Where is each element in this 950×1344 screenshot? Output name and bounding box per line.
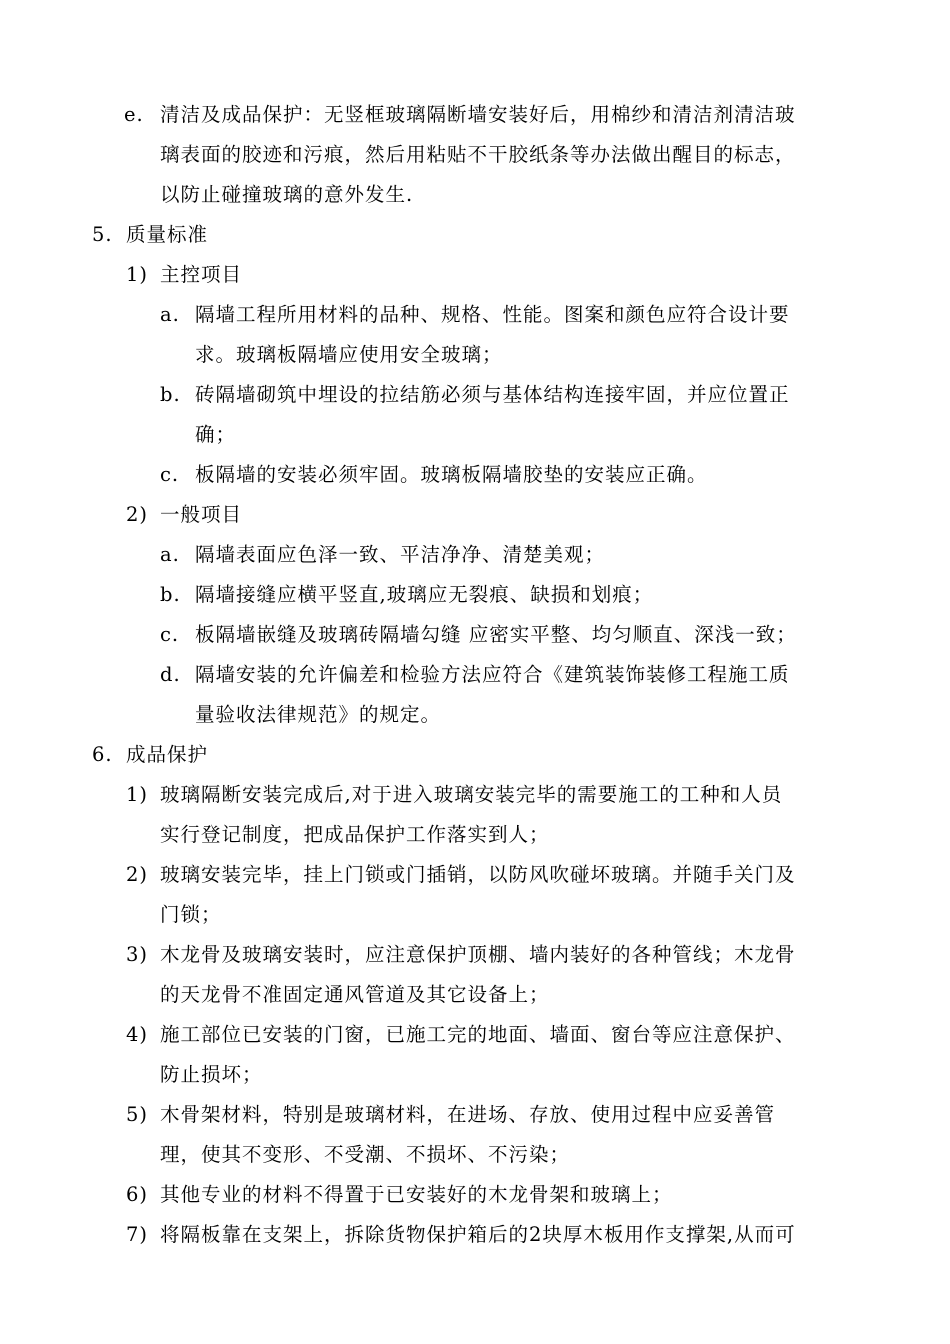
item-5-2-d-text-1: 隔墙安装的允许偏差和检验方法应符合《建筑装饰装修工程施工质	[195, 663, 790, 686]
subsection-5-2-title: 一般项目	[160, 503, 243, 526]
item-5-2-b-line-1	[160, 583, 653, 607]
subsection-5-1-heading	[126, 263, 242, 287]
item-6-6-text-1: 其他专业的材料不得置于已安装好的木龙骨架和玻璃上；	[160, 1183, 673, 1206]
subsection-5-1-title: 主控项目	[160, 263, 243, 286]
item-6-3-marker: 3)	[126, 943, 149, 966]
item-6-3-text-1: 木龙骨及玻璃安装时，应注意保护顶棚、墙内装好的各种管线；木龙骨	[160, 943, 796, 966]
item-6-6-marker: 6)	[126, 1183, 149, 1206]
item-6-2-text-1: 玻璃安装完毕，挂上门锁或门插销，以防风吹碰坏玻璃。并随手关门及	[160, 863, 796, 886]
section-5-marker: 5.	[92, 223, 113, 246]
section-5-title: 质量标准	[126, 223, 209, 246]
item-5-1-b-text-1: 砖隔墙砌筑中埋设的拉结筋必须与基体结构连接牢固，并应位置正	[195, 383, 790, 406]
item-5-1-a-text-1: 隔墙工程所用材料的品种、规格、性能。图案和颜色应符合设计要	[195, 303, 790, 326]
subsection-5-2-marker: 2)	[126, 503, 149, 526]
subsection-5-1-marker: 1)	[126, 263, 149, 286]
item-6-7-text-1: 将隔板靠在支架上，拆除货物保护箱后的2块厚木板用作支撑架,从而可	[160, 1223, 796, 1246]
item-6-1-text-1: 玻璃隔断安装完成后,对于进入玻璃安装完毕的需要施工的工种和人员	[160, 783, 783, 806]
section-5-heading	[92, 223, 208, 247]
item-6-2-line-1	[126, 863, 796, 887]
item-6-4-line-2: 防止损坏；	[160, 1063, 263, 1086]
item-5-2-c-marker: c.	[160, 623, 180, 646]
item-5-1-a-line-1	[160, 303, 790, 327]
item-6-7-marker: 7)	[126, 1223, 149, 1246]
item-6-7-line-1	[126, 1223, 796, 1247]
item-5-1-b-marker: b.	[160, 383, 181, 406]
item-e-text-1: 清洁及成品保护：无竖框玻璃隔断墙安装好后，用棉纱和清洁剂清洁玻	[160, 103, 796, 126]
subsection-5-2-heading	[126, 503, 242, 527]
item-6-6-line-1	[126, 1183, 673, 1207]
item-5-1-c-marker: c.	[160, 463, 180, 486]
item-5-2-c-line-1	[160, 623, 797, 647]
item-6-5-line-2: 理，使其不变形、不受潮、不损坏、不污染；	[160, 1143, 571, 1166]
item-6-5-line-1	[126, 1103, 775, 1127]
item-6-4-text-1: 施工部位已安装的门窗，已施工完的地面、墙面、窗台等应注意保护、	[160, 1023, 796, 1046]
item-5-2-d-marker: d.	[160, 663, 181, 686]
section-6-heading	[92, 743, 208, 767]
item-5-1-c-text-1: 板隔墙的安装必须牢固。玻璃板隔墙胶垫的安装应正确。	[195, 463, 708, 486]
item-5-1-a-line-2: 求。玻璃板隔墙应使用安全玻璃；	[195, 343, 503, 366]
item-6-1-marker: 1)	[126, 783, 149, 806]
item-5-2-c-text-1: 板隔墙嵌缝及玻璃砖隔墙勾缝 应密实平整、均匀顺直、深浅一致；	[195, 623, 797, 646]
item-6-5-marker: 5)	[126, 1103, 149, 1126]
item-6-1-line-2: 实行登记制度，把成品保护工作落实到人；	[160, 823, 550, 846]
item-5-1-b-line-1	[160, 383, 790, 407]
item-e-line-2: 璃表面的胶迹和污痕，然后用粘贴不干胶纸条等办法做出醒目的标志，	[160, 143, 796, 166]
item-6-3-line-1	[126, 943, 796, 967]
item-5-2-d-line-1	[160, 663, 790, 687]
item-e-marker: e.	[124, 103, 144, 126]
section-6-title: 成品保护	[126, 743, 209, 766]
item-6-2-marker: 2)	[126, 863, 149, 886]
item-6-4-line-1	[126, 1023, 796, 1047]
item-6-2-line-2: 门锁；	[160, 903, 222, 926]
item-5-2-b-marker: b.	[160, 583, 181, 606]
item-6-1-line-1	[126, 783, 782, 807]
item-5-1-c-line-1	[160, 463, 708, 487]
item-e-line-1	[124, 103, 796, 127]
item-e-line-3: 以防止碰撞玻璃的意外发生.	[160, 183, 414, 206]
item-5-2-d-line-2: 量验收法律规范》的规定。	[195, 703, 442, 726]
item-5-2-a-marker: a.	[160, 543, 180, 566]
item-5-2-b-text-1: 隔墙接缝应横平竖直,玻璃应无裂痕、缺损和划痕；	[195, 583, 654, 606]
item-6-4-marker: 4)	[126, 1023, 149, 1046]
item-6-5-text-1: 木骨架材料，特别是玻璃材料，在进场、存放、使用过程中应妥善管	[160, 1103, 776, 1126]
item-5-2-a-line-1	[160, 543, 605, 567]
item-5-1-b-line-2: 确；	[195, 423, 237, 446]
section-6-marker: 6.	[92, 743, 113, 766]
item-5-1-a-marker: a.	[160, 303, 180, 326]
item-5-2-a-text-1: 隔墙表面应色泽一致、平洁净净、清楚美观；	[195, 543, 606, 566]
item-6-3-line-2: 的天龙骨不准固定通风管道及其它设备上；	[160, 983, 550, 1006]
